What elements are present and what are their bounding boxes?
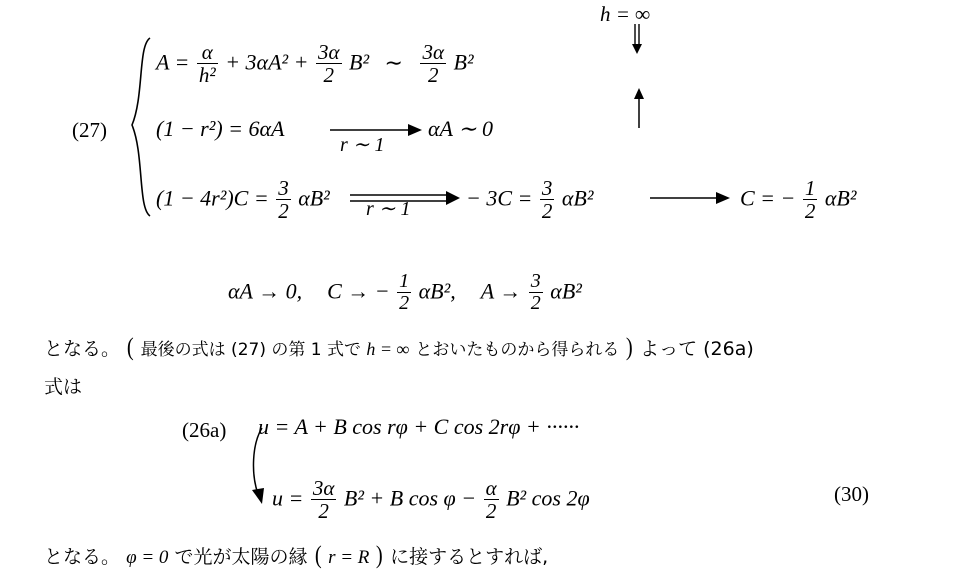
arrow-up-from-alphaA (631, 88, 647, 133)
arrow-down-to-sim (629, 24, 647, 59)
equation-label-27: (27) (72, 118, 107, 142)
fraction-3alpha-over-2: $\frac{3\alpha}{2}$ (317, 39, 340, 87)
brace-equation-27 (124, 36, 154, 218)
prose-line-3: となる。 φ = 0 で光が太陽の縁 ( r = R ) に接するとすれば, (44, 540, 549, 569)
equation-27-line-3-rhs: C = − $\frac{1}{2}$ αB² (740, 175, 857, 223)
equation-label-26a: (26a) (182, 418, 227, 442)
fraction-3alpha-over-2-rhs: $\frac{3\alpha}{2}$ (422, 39, 445, 87)
equation-27-line-1: A = $\frac{\alpha}{\text{h²}}$ + 3αA² + $\frac{3\alpha}{2}$ B² ∼ $\frac{3\alpha}{2}$ B² (156, 39, 474, 87)
fraction-3-over-2-lhs: $\frac{3}{2}$ (278, 175, 289, 223)
paren-open-2: ( (314, 540, 322, 569)
paren-close-2: ) (376, 540, 384, 569)
prose-line-1: となる。 ( 最後の式は (27) の第 1 式で h = ∞ とおいたものから得られる ) よって (26a) (44, 332, 754, 361)
fraction-alpha-over-h2: $\frac{\alpha}{\text{h²}}$ (198, 39, 216, 87)
equation-27-line-3-mid: − 3C = $\frac{3}{2}$ αB² (466, 175, 594, 223)
arrow-right-to-C-result (650, 190, 730, 206)
fraction-3-over-2-limits: $\frac{3}{2}$ (530, 270, 541, 314)
equation-30-body: u = $\frac{3\alpha}{2}$ B² + B cos φ − $\frac{\alpha}{2}$ B² cos 2φ (272, 475, 590, 523)
prose-line-2: 式は (44, 376, 83, 398)
fraction-1-over-2-limits: $\frac{1}{2}$ (399, 270, 410, 314)
annotation-h-infinity: h = ∞ (600, 2, 651, 26)
fraction-alpha-over-2-eq30: $\frac{\alpha}{2}$ (485, 475, 497, 523)
limits-line: αA → 0, C → − $\frac{1}{2}$ αB², A → $\frac{3}{2}$ αB² (228, 270, 582, 314)
equation-26a-line-1: u = A + B cos rφ + C cos 2rφ + ······ (258, 414, 580, 439)
equation-number-30: (30) (834, 482, 869, 506)
equation-27-line-3-lhs: (1 − 4r²)C = $\frac{3}{2}$ αB² (156, 175, 330, 223)
fraction-3alpha-over-2-eq30: $\frac{3\alpha}{2}$ (312, 475, 335, 523)
equation-27-line-2-lhs: (1 − r²) = 6αA (156, 116, 285, 141)
paren-open-1: ( (126, 332, 134, 361)
paren-close-1: ) (626, 332, 634, 361)
equation-27-line-2-rhs: αA ∼ 0 (428, 116, 494, 141)
arrow-label-r-approx-1-line3: r ∼ 1 (366, 198, 411, 220)
arrow-label-r-approx-1-line2: r ∼ 1 (340, 134, 385, 156)
fraction-3-over-2-mid: $\frac{3}{2}$ (541, 175, 553, 223)
similarity-operator: ∼ (384, 49, 403, 75)
fraction-1-over-2-rhs: $\frac{1}{2}$ (804, 175, 816, 223)
